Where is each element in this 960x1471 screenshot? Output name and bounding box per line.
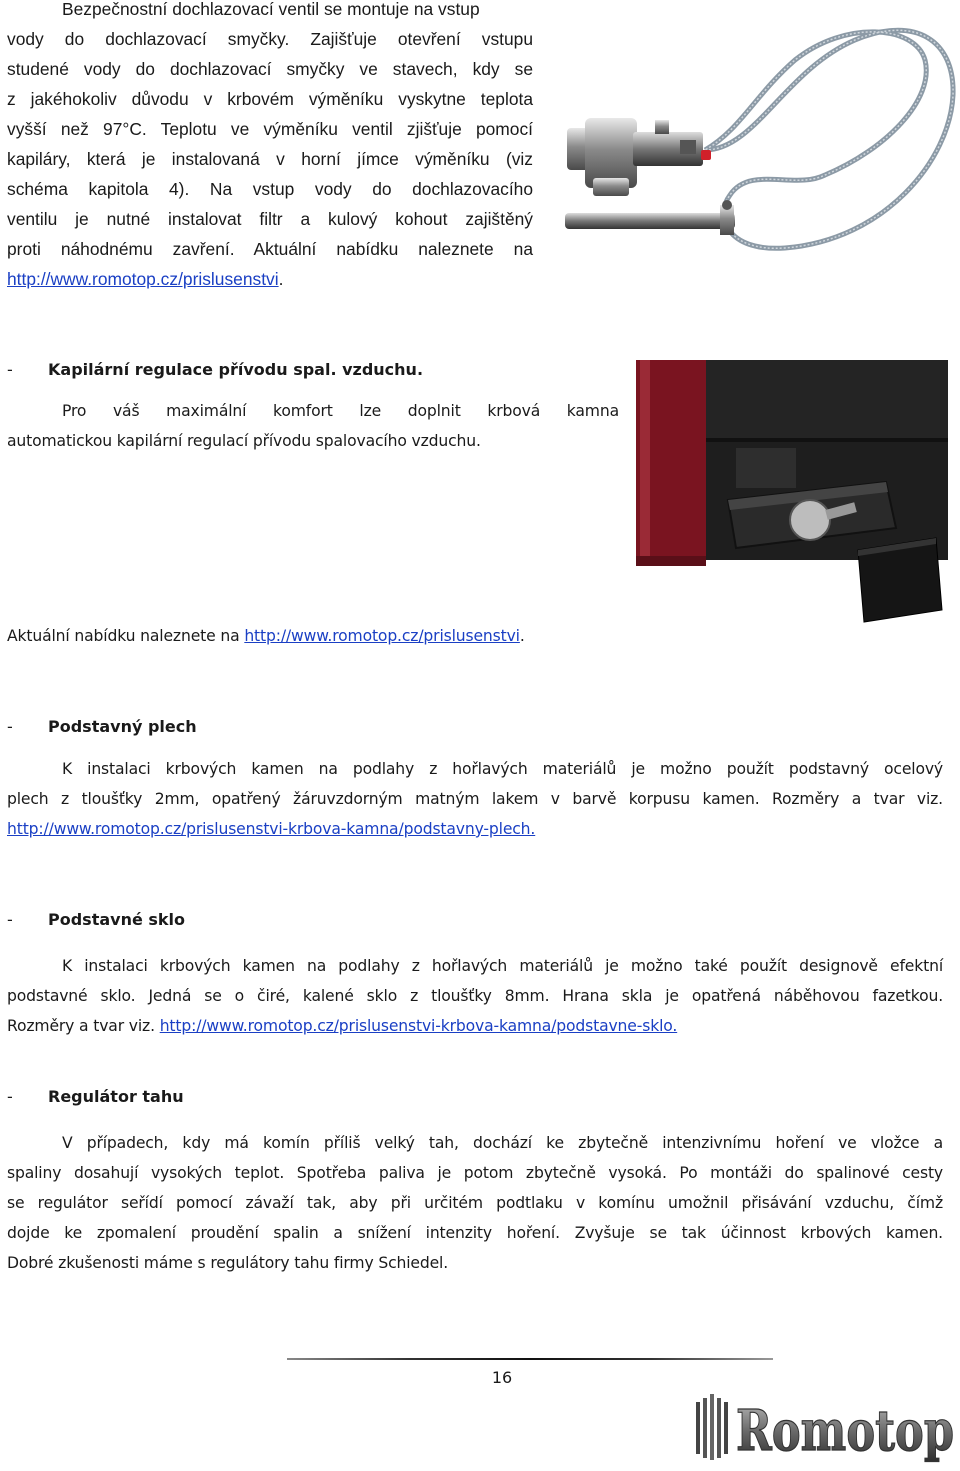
valve-line: vody do dochlazovací smyčky. Zajišťuje otevření vstupu [7,29,533,49]
glass-link-line [7,1011,943,1041]
draft-line: se regulátor seřídí pomocí závaží tak, aby při určitém podtlaku v komínu umožnil přisávání vzduchu, čímž [7,1194,943,1212]
glass-link[interactable]: http://www.romotop.cz/prislusenstvi-krbova-kamna/podstavne-sklo. [159,1017,678,1035]
draft-title: Regulátor tahu [48,1087,184,1106]
glass-line: K instalaci krbových kamen na podlahy z hořlavých materiálů je možno také použít designově efektní [62,957,943,975]
glass-title: Podstavné sklo [48,910,186,929]
capillary-link-suffix: . [519,627,525,645]
draft-paragraph [7,1128,943,1278]
valve-link-suffix: . [278,269,284,289]
valve-line: studené vody do dochlazovací smyčky ve stavech, kdy se [7,59,533,79]
draft-bullet-dash: - [7,1087,13,1106]
safety-valve-image [555,0,960,255]
plate-link-line [7,814,943,844]
capillary-line: Pro váš maximální komfort lze doplnit krbová kamna [62,402,619,420]
plate-heading [7,715,197,739]
draft-line: Dobré zkušenosti máme s regulátory tahu firmy Schiedel. [7,1254,449,1272]
logo-wordmark: Romotop [736,1398,954,1464]
capillary-regulation-image [636,360,948,670]
capillary-title: Kapilární regulace přívodu spal. vzduchu. [48,360,424,379]
valve-paragraph [7,0,533,294]
capillary-offer [7,621,525,651]
valve-line: ventilu je nutné instalovat filtr a kulový kohout zajištěný [7,209,533,229]
valve-line: kapiláry, která je instalovaná v horní jímce výměníku (viz [7,149,533,169]
capillary-heading [7,358,423,382]
draft-line: dojde ke zpomalení proudění spalin a snížení intenzity hoření. Zvyšuje se tak účinnost krbových kamen. [7,1224,943,1242]
valve-line: vyšší než 97°C. Teplotu ve výměníku ventil zjišťuje pomocí [7,119,533,139]
capillary-paragraph [7,396,619,456]
valve-line: z jakéhokoliv důvodu v krbovém výměníku vyskytne teplota [7,89,533,109]
valve-line: schéma kapitola 4). Na vstup vody do dochlazovacího [7,179,533,199]
draft-line: spaliny dosahují vysokých teplot. Spotřeba paliva je potom zbytečně vysoká. Po montáži do spalinové cesty [7,1164,943,1182]
capillary-offer-text: Aktuální nabídku naleznete na [7,627,245,645]
glass-heading [7,908,185,932]
plate-line: K instalaci krbových kamen na podlahy z hořlavých materiálů je možno použít podstavný ocelový [62,760,943,778]
valve-line: proti náhodnému zavření. Aktuální nabídku naleznete na [7,239,533,259]
page-number: 16 [491,1368,513,1387]
plate-paragraph [7,754,943,844]
draft-heading [7,1085,184,1109]
footer-rule [287,1358,773,1360]
valve-line: Bezpečnostní dochlazovací ventil se montuje na vstup [62,0,480,19]
valve-link-line [7,264,533,294]
plate-title: Podstavný plech [48,717,197,736]
draft-line: V případech, kdy má komín příliš velký tah, dochází ke zbytečně intenzivnímu hoření ve vložce a [62,1134,943,1152]
capillary-offer-link[interactable]: http://www.romotop.cz/prislusenstvi [244,627,520,645]
capillary-bullet-dash: - [7,360,13,379]
valve-offer-link[interactable]: http://www.romotop.cz/prislusenstvi [7,269,279,289]
romotop-logo [690,1388,960,1468]
glass-paragraph [7,951,943,1041]
glass-last-prefix: Rozměry a tvar viz. [7,1017,160,1035]
plate-link[interactable]: http://www.romotop.cz/prislusenstvi-krbova-kamna/podstavny-plech. [7,820,536,838]
plate-bullet-dash: - [7,717,13,736]
capillary-line: automatickou kapilární regulací přívodu spalovacího vzduchu. [7,432,481,450]
glass-line: podstavné sklo. Jedná se o čiré, kalené sklo z tloušťky 8mm. Hrana skla je opatřená náběhovou fazetkou. [7,987,943,1005]
plate-line: plech z tloušťky 2mm, opatřený žáruvzdorným matným lakem v barvě korpusu kamen. Rozměry a tvar viz. [7,790,943,808]
glass-bullet-dash: - [7,910,13,929]
